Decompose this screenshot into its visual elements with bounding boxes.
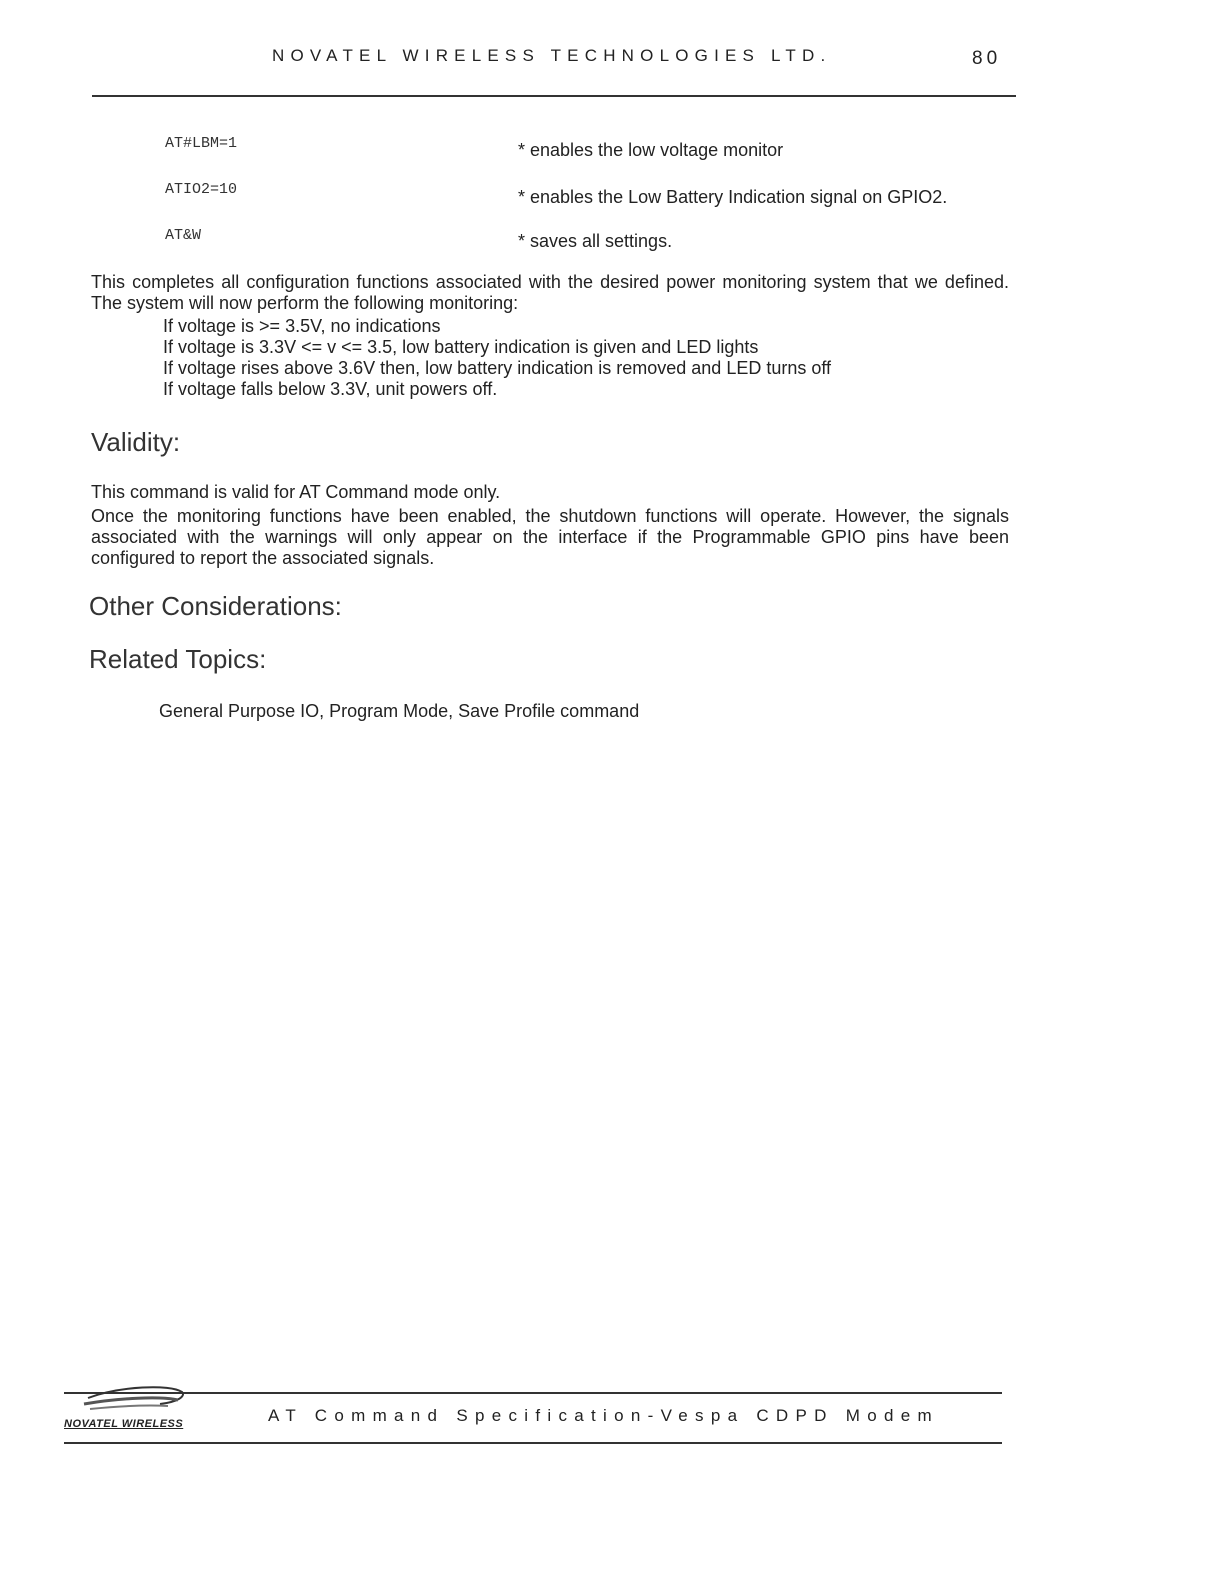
header-company-name: NOVATEL WIRELESS TECHNOLOGIES LTD.	[272, 46, 832, 65]
command-save-description: * saves all settings.	[518, 231, 673, 251]
condition-line: If voltage is >= 3.5V, no indications	[163, 316, 441, 336]
page-number: 80	[972, 48, 1002, 69]
monitoring-conditions-list	[163, 316, 831, 400]
logo-wordmark: NOVATEL WIRELESS	[64, 1418, 184, 1430]
condition-line: If voltage rises above 3.6V then, low battery indication is removed and LED turns off	[163, 358, 832, 378]
related-topics-list: General Purpose IO, Program Mode, Save Profile command	[159, 701, 640, 721]
other-considerations-heading: Other Considerations:	[89, 591, 342, 621]
related-topics-heading: Related Topics:	[89, 644, 267, 674]
validity-heading: Validity:	[91, 427, 181, 457]
footer-rule-top	[64, 1392, 1002, 1394]
condition-line: If voltage falls below 3.3V, unit powers off.	[163, 379, 498, 399]
footer-document-title: AT Command Specification-Vespa CDPD Modem	[268, 1406, 939, 1425]
summary-intro: This completes all configuration functions associated with the desired power monitoring system that we defined. The system will now perform the following monitoring:	[91, 272, 1009, 313]
command-io2: ATIO2=10	[165, 181, 238, 198]
condition-line: If voltage is 3.3V <= v <= 3.5, low battery indication is given and LED lights	[163, 337, 759, 357]
footer-rule-bottom	[64, 1442, 1002, 1444]
validity-paragraph: Once the monitoring functions have been enabled, the shutdown functions will operate. However, the signals associated with the warnings will only appear on the interface if the Programmable GPIO pins have been configured to report the associated signals.	[91, 506, 1009, 568]
command-io2-description: * enables the Low Battery Indication signal on GPIO2.	[518, 187, 948, 207]
header-rule	[92, 95, 1016, 97]
validity-line: This command is valid for AT Command mode only.	[91, 482, 501, 502]
command-lbm-description: * enables the low voltage monitor	[518, 140, 784, 160]
novatel-logo	[60, 1380, 200, 1436]
command-lbm: AT#LBM=1	[165, 135, 238, 152]
command-save: AT&W	[165, 227, 202, 244]
swoosh-icon	[60, 1380, 200, 1420]
